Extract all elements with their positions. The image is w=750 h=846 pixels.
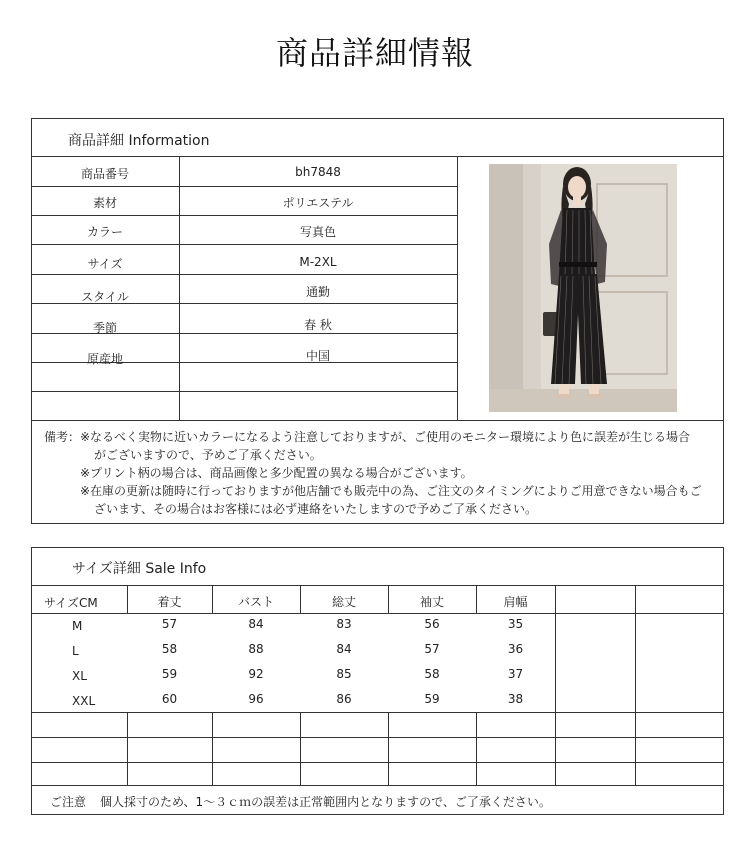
row-value: 春 秋 xyxy=(304,318,332,332)
row-label: サイズ xyxy=(87,257,123,271)
divider xyxy=(31,712,723,713)
size-cell: L xyxy=(72,644,79,658)
size-cell: 60 xyxy=(161,692,178,706)
size-cell: M xyxy=(72,619,83,633)
size-cell: 58 xyxy=(424,667,440,681)
size-cell: 86 xyxy=(336,692,352,706)
divider xyxy=(31,737,723,738)
divider xyxy=(555,712,556,785)
remarks-label: 備考： xyxy=(44,430,81,444)
size-cell: 56 xyxy=(424,617,440,631)
divider xyxy=(31,215,457,216)
divider xyxy=(388,712,389,785)
divider xyxy=(31,274,457,275)
divider xyxy=(635,613,636,712)
row-label: スタイル xyxy=(81,290,129,304)
divider xyxy=(555,613,556,712)
row-label: 素材 xyxy=(92,196,117,210)
row-label: カラー xyxy=(86,225,123,239)
divider xyxy=(31,244,457,245)
size-cell: 35 xyxy=(507,617,524,631)
remarks-line: ※プリント柄の場合は、商品画像と多少配置の異なる場合がございます。 xyxy=(80,466,473,480)
size-note-label: ご注意 xyxy=(50,795,87,809)
size-cell: 57 xyxy=(424,642,440,656)
size-note-text: 個人採寸のため、1～３ｃｍの誤差は正常範囲内となりますので、ご了承ください。 xyxy=(100,795,551,809)
row-value: 中国 xyxy=(305,349,330,363)
size-cell: 84 xyxy=(336,642,352,656)
remarks-line: ざいます、その場合はお客様には必ず連絡をいたしますので予めご了承ください。 xyxy=(94,502,538,516)
size-cell: XXL xyxy=(72,694,96,708)
divider xyxy=(457,156,458,420)
column-header: 肩幅 xyxy=(503,595,528,609)
divider xyxy=(31,613,723,614)
divider xyxy=(555,585,556,613)
divider xyxy=(476,712,477,785)
column-header: サイズCM xyxy=(44,596,98,610)
row-label: 商品番号 xyxy=(80,167,129,181)
divider xyxy=(635,712,636,785)
row-value: M-2XL xyxy=(299,255,337,269)
divider xyxy=(31,186,457,187)
divider xyxy=(212,712,213,785)
page-title: 商品詳細情報 xyxy=(275,34,474,72)
divider xyxy=(300,712,301,785)
size-cell: 59 xyxy=(424,692,440,706)
row-value: 通勤 xyxy=(305,285,330,299)
column-header: 着丈 xyxy=(157,595,182,609)
divider xyxy=(31,391,457,392)
divider xyxy=(31,420,723,421)
size-cell: 57 xyxy=(161,617,178,631)
row-label: 原産地 xyxy=(86,352,123,366)
product-photo xyxy=(489,164,677,412)
size-cell: XL xyxy=(72,669,87,683)
column-header: 袖丈 xyxy=(419,595,444,609)
divider xyxy=(635,585,636,613)
size-table-header: サイズ詳細 Sale Info xyxy=(72,561,207,577)
size-cell: 38 xyxy=(507,692,524,706)
size-table xyxy=(31,547,724,815)
size-cell: 85 xyxy=(336,667,352,681)
column-header: 総丈 xyxy=(331,595,356,609)
size-cell: 88 xyxy=(248,642,264,656)
divider xyxy=(31,585,723,586)
size-cell: 37 xyxy=(507,667,524,681)
remarks-line: がございますので、予めご了承ください。 xyxy=(94,448,322,462)
size-cell: 96 xyxy=(248,692,264,706)
row-value: ポリエステル xyxy=(282,196,354,210)
row-value: 写真色 xyxy=(299,225,336,239)
row-label: 季節 xyxy=(92,321,117,335)
product-photo-illustration xyxy=(489,164,677,412)
remarks-line: ※なるべく実物に近いカラーになるよう注意しておりますが、ご使用のモニター環境により色に誤差が生じる場合 xyxy=(80,430,691,444)
remarks-line: ※在庫の更新は随時に行っておりますが他店舗でも販売中の為、ご注文のタイミングによりご用意できない場合もご xyxy=(80,484,702,498)
divider xyxy=(31,762,723,763)
divider xyxy=(127,712,128,785)
row-value: bh7848 xyxy=(295,165,341,179)
size-cell: 36 xyxy=(507,642,524,656)
size-cell: 92 xyxy=(248,667,264,681)
column-header: バスト xyxy=(237,595,274,609)
divider xyxy=(31,785,723,786)
size-cell: 59 xyxy=(161,667,178,681)
product-detail-header: 商品詳細 Information xyxy=(68,133,210,149)
size-cell: 83 xyxy=(336,617,352,631)
size-cell: 58 xyxy=(161,642,178,656)
size-cell: 84 xyxy=(248,617,264,631)
divider xyxy=(31,156,723,157)
